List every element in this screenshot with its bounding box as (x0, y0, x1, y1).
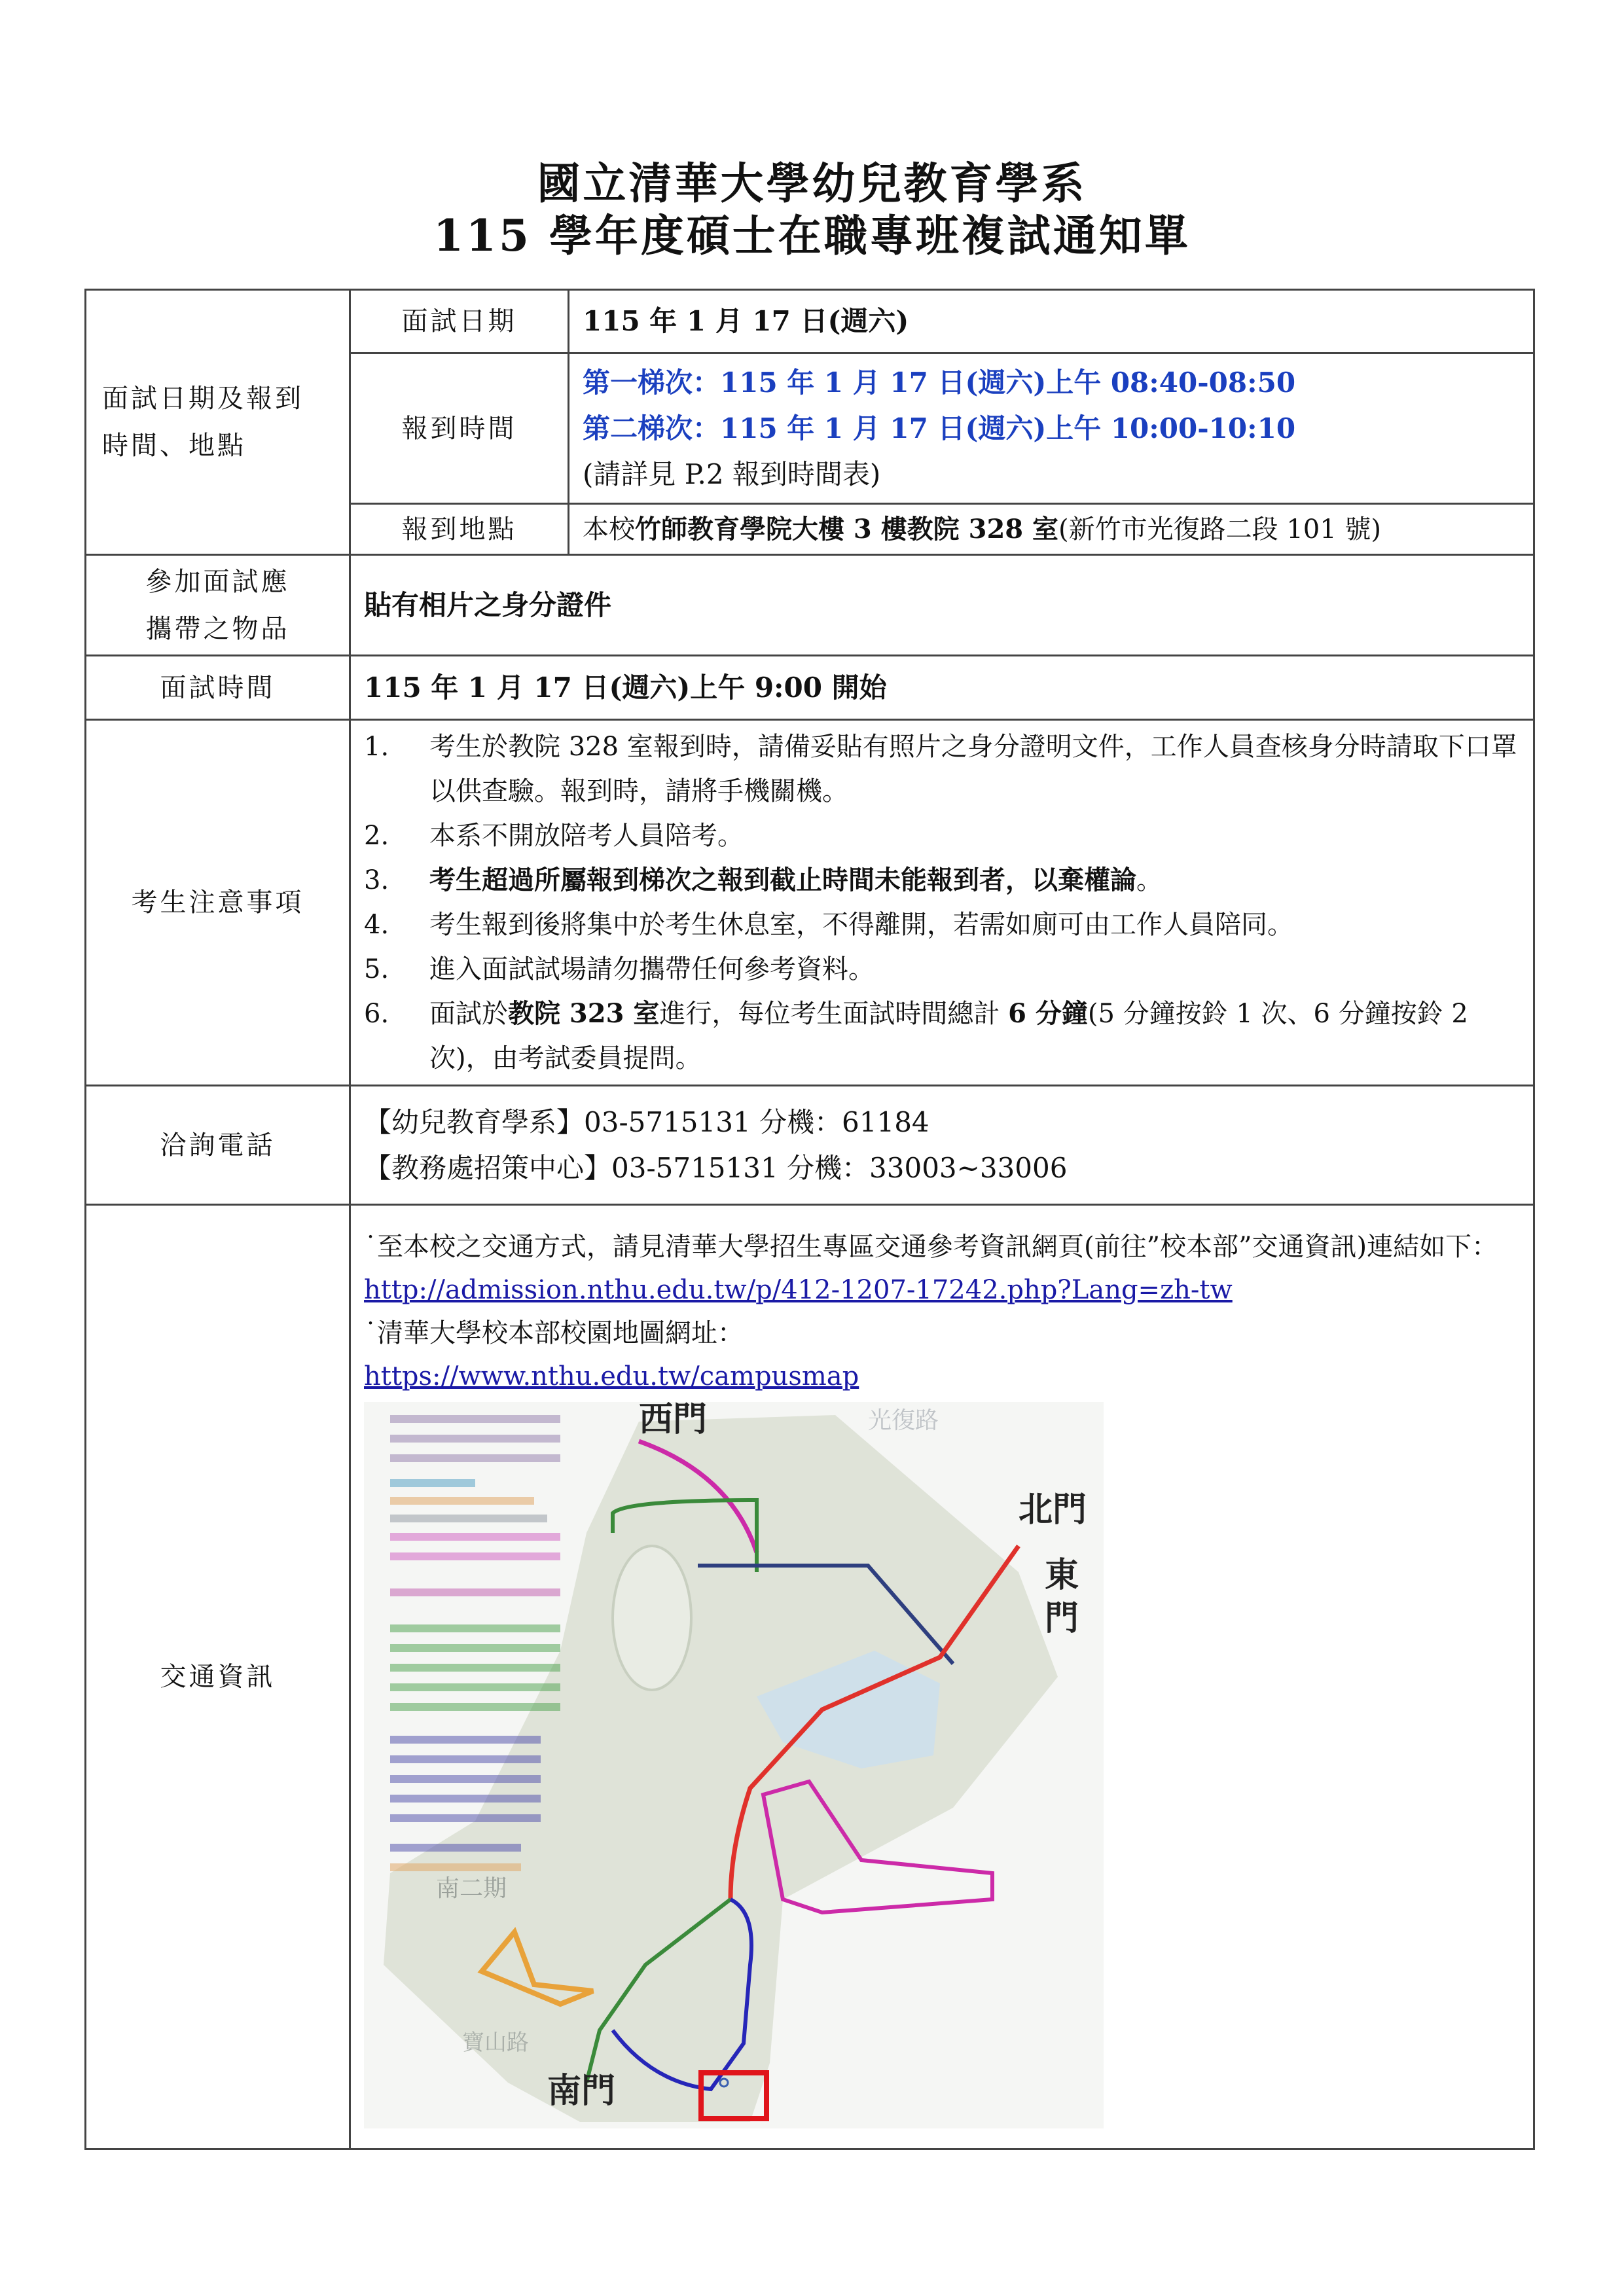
checkin-time-label: 報到時間 (350, 353, 569, 504)
contact-admissions: 【教務處招策中心】03-5715131 分機：33003~33006 (364, 1151, 1068, 1184)
checkin-place-value (569, 504, 1534, 555)
campus-map-graphic (364, 1402, 1104, 2128)
campus-map (364, 1402, 1104, 2128)
checkin-place-prefix: 本校 (583, 514, 635, 545)
note-text: 考生於教院 328 室報到時，請備妥貼有照片之身分證明文件，工作人員查核身分時請取下口罩以供查驗。報到時，請將手機關機。 (429, 732, 1517, 806)
note-text: 進行，每位考生面試時間總計 (659, 999, 1009, 1029)
note-text: 進入面試試場請勿攜帶任何參考資料。 (429, 954, 875, 984)
note-item (364, 947, 1520, 992)
gate-south-label: 南門 (547, 2072, 616, 2111)
batch2-time: 第二梯次：115 年 1 月 17 日(週六)上午 10:00-10:10 (583, 412, 1296, 444)
traffic-label: 交通資訊 (86, 1205, 350, 2149)
note-text-bold: 教院 323 室 (508, 998, 660, 1029)
note-item (364, 858, 1520, 903)
notice-table (84, 289, 1535, 2150)
note-text: 本系不開放陪考人員陪考。 (429, 821, 744, 851)
notes-content (350, 720, 1534, 1086)
document-title-line2: 115 學年度碩士在職專班複試通知單 (433, 210, 1191, 261)
note-number: 3. (364, 865, 389, 895)
track-field (613, 1546, 691, 1690)
row-interview-time (86, 656, 1534, 720)
road-guangfu-label-1: 光復路 (868, 1407, 939, 1434)
items-label-line1: 參加面試應 (145, 566, 290, 597)
road-baoshan-label: 寶山路 (462, 2030, 529, 2056)
interview-date-label: 面試日期 (350, 290, 569, 353)
row-notes (86, 720, 1534, 1086)
note-text: (5 分鐘按鈴 1 次、6 分鐘按鈴 2 次)，由考試委員提問。 (429, 999, 1468, 1073)
note-number: 6. (364, 999, 389, 1029)
note-text: 考生報到後將集中於考生休息室，不得離開，若需如廁可由工作人員陪同。 (429, 910, 1293, 940)
note-number: 5. (364, 954, 389, 984)
area-south2-label: 南二期 (436, 1875, 507, 1902)
gate-west-label: 西門 (639, 1402, 708, 1439)
traffic-intro: ˙至本校之交通方式，請見清華大學招生專區交通參考資訊網頁(前往”校本部”交通資訊)連結如下： (364, 1232, 1498, 1262)
note-item (364, 725, 1520, 814)
notes-list (351, 721, 1533, 1085)
checkin-time-note: (請詳見 P.2 報到時間表) (583, 457, 881, 490)
row-traffic (86, 1205, 1534, 2149)
checkin-place-label: 報到地點 (350, 504, 569, 555)
schedule-section-label (86, 290, 350, 555)
note-text-bold: 6 分鐘 (1008, 998, 1088, 1029)
contact-department: 【幼兒教育學系】03-5715131 分機：61184 (364, 1105, 929, 1138)
row-items-to-bring (86, 555, 1534, 656)
gate-north-label: 北門 (1019, 1490, 1087, 1530)
row-interview-date (86, 290, 1534, 353)
schedule-label-line2: 時間、地點 (102, 431, 246, 461)
row-contact (86, 1086, 1534, 1205)
interview-time-label: 面試時間 (86, 656, 350, 720)
items-value: 貼有相片之身分證件 (350, 555, 1534, 656)
campus-map-intro: ˙清華大學校本部校園地圖網址： (364, 1318, 744, 1348)
note-number: 2. (364, 821, 389, 851)
note-number: 4. (364, 910, 389, 940)
interview-date-value: 115 年 1 月 17 日(週六) (569, 290, 1534, 353)
contact-content (350, 1086, 1534, 1205)
note-item (364, 903, 1520, 947)
checkin-place-room: 竹師教育學院大樓 3 樓教院 328 室 (635, 513, 1059, 545)
note-number: 1. (364, 732, 389, 762)
gate-east-label: 東門 (1045, 1556, 1079, 1638)
schedule-label-line1: 面試日期及報到 (102, 384, 304, 414)
note-text-bold: 考生超過所屬報到梯次之報到截止時間未能報到者，以棄權論 (429, 865, 1136, 895)
checkin-time-value (569, 353, 1534, 504)
admission-traffic-link[interactable]: http://admission.nthu.edu.tw/p/412-1207-17242.php?Lang=zh-tw (364, 1275, 1233, 1305)
document-title-line1: 國立清華大學幼兒教育學系 (537, 158, 1087, 209)
traffic-content (350, 1205, 1534, 2149)
checkin-place-address: (新竹市光復路二段 101 號) (1058, 514, 1382, 545)
items-label-line2: 攜帶之物品 (145, 613, 290, 644)
note-item (364, 992, 1520, 1081)
interview-time-value: 115 年 1 月 17 日(週六)上午 9:00 開始 (350, 656, 1534, 720)
note-item (364, 814, 1520, 858)
batch1-time: 第一梯次：115 年 1 月 17 日(週六)上午 08:40-08:50 (583, 366, 1296, 399)
campus-map-link[interactable]: https://www.nthu.edu.tw/campusmap (364, 1361, 859, 1391)
note-text: 面試於 (429, 999, 508, 1029)
contact-label: 洽詢電話 (86, 1086, 350, 1205)
notes-label: 考生注意事項 (86, 720, 350, 1086)
items-label (86, 555, 350, 656)
note-text: 。 (1136, 865, 1163, 895)
